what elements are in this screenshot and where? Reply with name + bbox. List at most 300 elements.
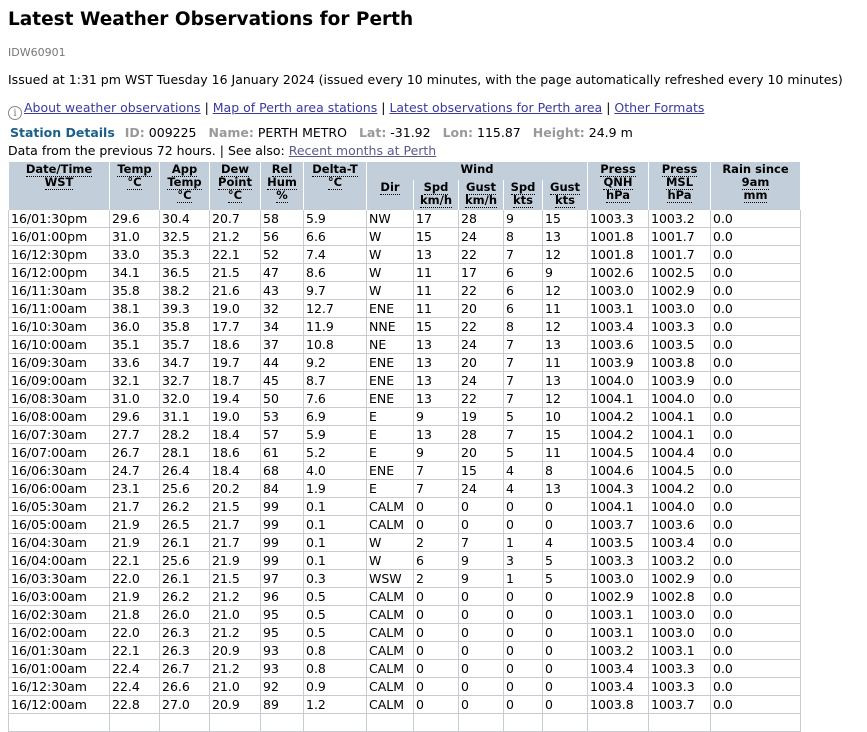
other-formats-link[interactable]: Other Formats [614, 100, 705, 115]
table-cell: 34.1 [110, 263, 160, 281]
observations-body [9, 209, 801, 731]
table-cell: 10 [543, 407, 588, 425]
table-cell: 0 [414, 641, 459, 659]
station-id: 009225 [148, 125, 197, 140]
table-cell: 13 [414, 425, 459, 443]
col-header-dir[interactable]: Dir [367, 180, 414, 209]
table-cell: 16/04:30am [9, 533, 110, 551]
table-cell: 0.0 [711, 227, 801, 245]
link-separator: | [381, 100, 386, 115]
table-cell: 21.2 [210, 587, 261, 605]
table-cell: 22 [459, 317, 504, 335]
table-cell: 0 [543, 605, 588, 623]
table-cell: 7 [504, 353, 543, 371]
table-cell: 0 [543, 659, 588, 677]
table-cell: 0.0 [711, 641, 801, 659]
table-cell: 0.0 [711, 515, 801, 533]
table-cell: 17 [414, 209, 459, 227]
station-lon-label: Lon: [442, 125, 474, 140]
table-cell: 7 [504, 425, 543, 443]
table-cell: 16/10:30am [9, 317, 110, 335]
table-cell: 19 [459, 407, 504, 425]
station-details-heading: Station Details [10, 125, 115, 140]
table-cell: 7 [504, 245, 543, 263]
table-cell: 57 [261, 425, 304, 443]
table-cell: 0.0 [711, 677, 801, 695]
table-cell: 1003.5 [588, 533, 649, 551]
table-cell: 35.8 [110, 281, 160, 299]
table-cell: 1003.8 [649, 353, 711, 371]
table-cell: 0.0 [711, 371, 801, 389]
table-cell: 1001.7 [649, 245, 711, 263]
table-cell: 0.0 [711, 551, 801, 569]
table-cell: 1002.9 [649, 569, 711, 587]
table-cell: 11 [414, 281, 459, 299]
table-cell: 20.9 [210, 641, 261, 659]
table-cell [504, 713, 543, 731]
table-cell: 3 [504, 551, 543, 569]
table-cell: 16/12:00pm [9, 263, 110, 281]
table-cell: 22 [459, 281, 504, 299]
table-cell: 36.0 [110, 317, 160, 335]
table-cell: 26.2 [160, 497, 210, 515]
table-row [9, 299, 801, 317]
table-cell: 99 [261, 551, 304, 569]
table-cell: 9 [459, 569, 504, 587]
table-cell: 25.6 [160, 479, 210, 497]
table-cell: 0.9 [304, 677, 367, 695]
table-cell: 16/11:30am [9, 281, 110, 299]
table-cell: 19.0 [210, 407, 261, 425]
table-cell: 9 [414, 407, 459, 425]
table-cell: 16/03:00am [9, 587, 110, 605]
table-row [9, 623, 801, 641]
table-cell: 11.9 [304, 317, 367, 335]
links-bar [8, 100, 704, 120]
table-cell: 1.2 [304, 695, 367, 713]
table-cell: 0.1 [304, 515, 367, 533]
table-cell: 7 [504, 335, 543, 353]
table-cell: 30.4 [160, 209, 210, 227]
table-cell: 16/12:30am [9, 677, 110, 695]
table-cell: 26.1 [160, 533, 210, 551]
table-cell [160, 713, 210, 731]
about-link[interactable]: About weather observations [24, 100, 201, 115]
table-row [9, 587, 801, 605]
table-cell: 0.0 [711, 659, 801, 677]
table-cell: 0.1 [304, 551, 367, 569]
table-cell: 21.2 [210, 659, 261, 677]
table-cell: 37 [261, 335, 304, 353]
table-cell: 8 [543, 461, 588, 479]
table-cell: 24 [459, 227, 504, 245]
table-cell: 0 [459, 515, 504, 533]
latest-area-link[interactable]: Latest observations for Perth area [389, 100, 603, 115]
table-cell: 16/01:00pm [9, 227, 110, 245]
table-cell [414, 713, 459, 731]
table-row [9, 479, 801, 497]
table-cell: 11 [543, 443, 588, 461]
table-cell: 28 [459, 425, 504, 443]
table-cell: 16/06:00am [9, 479, 110, 497]
table-cell: 6.9 [304, 407, 367, 425]
col-header-spd-kts[interactable]: Spd kts [504, 180, 543, 209]
table-cell: 45 [261, 371, 304, 389]
table-row [9, 533, 801, 551]
table-cell: 0 [459, 497, 504, 515]
table-cell: 1002.8 [649, 587, 711, 605]
table-cell: 50 [261, 389, 304, 407]
table-cell: 1004.5 [649, 461, 711, 479]
table-cell: 9 [459, 551, 504, 569]
table-cell: 0.0 [711, 245, 801, 263]
table-cell: 6 [504, 281, 543, 299]
table-cell: 1 [504, 569, 543, 587]
table-row [9, 353, 801, 371]
table-cell: 16/06:30am [9, 461, 110, 479]
table-cell: 15 [459, 461, 504, 479]
table-cell: 0 [504, 623, 543, 641]
table-cell: 18.6 [210, 335, 261, 353]
table-cell: 26.3 [160, 623, 210, 641]
table-cell: 13 [543, 227, 588, 245]
col-header-dewpoint[interactable]: Dew Point °C [210, 162, 261, 209]
table-cell: 61 [261, 443, 304, 461]
table-cell: 95 [261, 623, 304, 641]
table-cell: 21.9 [210, 551, 261, 569]
table-cell: 21.7 [210, 515, 261, 533]
table-cell: 0 [414, 659, 459, 677]
table-cell: 7 [459, 533, 504, 551]
link-separator: | [204, 100, 209, 115]
table-cell: 7 [504, 371, 543, 389]
table-cell: 15 [543, 209, 588, 227]
table-cell: 9.2 [304, 353, 367, 371]
table-row [9, 281, 801, 299]
table-cell: 0.0 [711, 695, 801, 713]
table-cell: 16/12:00am [9, 695, 110, 713]
page-title: Latest Weather Observations for Perth [8, 9, 414, 30]
table-cell: 0 [504, 659, 543, 677]
table-cell: 1004.0 [649, 497, 711, 515]
table-cell [210, 713, 261, 731]
table-cell: 0 [459, 659, 504, 677]
col-header-qnh[interactable]: Press QNH hPa [588, 162, 649, 209]
table-cell: 1004.4 [649, 443, 711, 461]
table-cell: 28 [459, 209, 504, 227]
issued-text: Issued at 1:31 pm WST Tuesday 16 January 2024 (issued every 10 minutes, with the page automatically refreshed every 10 minutes) [8, 72, 843, 87]
table-cell: 29.6 [110, 209, 160, 227]
data-note [8, 143, 436, 158]
table-cell: 93 [261, 659, 304, 677]
table-cell [304, 713, 367, 731]
table-cell: 1003.0 [649, 299, 711, 317]
table-cell: 84 [261, 479, 304, 497]
table-cell: 0 [543, 623, 588, 641]
table-cell: 6 [504, 263, 543, 281]
table-cell: 0.0 [711, 407, 801, 425]
table-cell: 39.3 [160, 299, 210, 317]
table-row [9, 569, 801, 587]
table-cell: 18.6 [210, 443, 261, 461]
table-cell: 21.2 [210, 227, 261, 245]
table-cell: 43 [261, 281, 304, 299]
table-cell: 5.9 [304, 425, 367, 443]
table-cell: 1003.8 [588, 695, 649, 713]
table-cell: 0 [543, 587, 588, 605]
table-cell: 13 [543, 371, 588, 389]
table-cell: 7 [414, 461, 459, 479]
table-cell [9, 713, 110, 731]
table-cell: 22.8 [110, 695, 160, 713]
table-cell: 0.8 [304, 659, 367, 677]
table-cell: 19.7 [210, 353, 261, 371]
table-cell: 1003.3 [649, 677, 711, 695]
table-cell: 9 [543, 263, 588, 281]
table-cell: 16/04:00am [9, 551, 110, 569]
table-cell: 21.5 [210, 497, 261, 515]
map-link[interactable]: Map of Perth area stations [212, 100, 378, 115]
table-cell: 0.0 [711, 587, 801, 605]
table-cell: 0.0 [711, 605, 801, 623]
table-cell: W [367, 263, 414, 281]
table-cell: NW [367, 209, 414, 227]
table-cell: 0.5 [304, 623, 367, 641]
table-cell: 0.0 [711, 209, 801, 227]
table-cell: 58 [261, 209, 304, 227]
table-cell: ENE [367, 353, 414, 371]
table-cell: 7 [504, 389, 543, 407]
table-row [9, 695, 801, 713]
table-cell: 34.7 [160, 353, 210, 371]
table-cell: 0 [414, 677, 459, 695]
col-header-temp[interactable]: Temp °C [110, 162, 160, 209]
table-cell: 16/10:00am [9, 335, 110, 353]
table-cell: 15 [543, 425, 588, 443]
table-cell: ENE [367, 371, 414, 389]
table-cell: 1003.7 [588, 515, 649, 533]
table-cell: 32.5 [160, 227, 210, 245]
table-cell: 1002.9 [649, 281, 711, 299]
table-cell: 26.5 [160, 515, 210, 533]
table-cell: 12 [543, 317, 588, 335]
table-cell: 19.0 [210, 299, 261, 317]
table-cell: 8 [504, 317, 543, 335]
table-cell: 7.6 [304, 389, 367, 407]
table-cell: 22 [459, 245, 504, 263]
table-cell [649, 713, 711, 731]
table-cell: 16/12:30pm [9, 245, 110, 263]
station-name-label: Name: [208, 125, 254, 140]
table-cell: 16/02:30am [9, 605, 110, 623]
table-cell: 1003.6 [649, 515, 711, 533]
table-cell: 16/01:30am [9, 641, 110, 659]
table-cell: 93 [261, 641, 304, 659]
table-cell: 0.5 [304, 587, 367, 605]
table-cell: 5.2 [304, 443, 367, 461]
table-cell: 0 [414, 623, 459, 641]
table-cell: 31.0 [110, 227, 160, 245]
table-cell: W [367, 551, 414, 569]
table-cell: 22.4 [110, 677, 160, 695]
table-cell: 18.4 [210, 461, 261, 479]
table-cell: E [367, 479, 414, 497]
table-row [9, 641, 801, 659]
table-cell: 1.9 [304, 479, 367, 497]
table-row [9, 425, 801, 443]
table-cell: W [367, 533, 414, 551]
table-cell: 18.7 [210, 371, 261, 389]
table-cell: 0.0 [711, 335, 801, 353]
table-cell: 99 [261, 497, 304, 515]
table-cell: 22.0 [110, 569, 160, 587]
col-header-apptemp[interactable]: App Temp °C [160, 162, 210, 209]
table-cell: 20 [459, 353, 504, 371]
table-cell: 1003.1 [649, 641, 711, 659]
table-cell: 22.1 [110, 641, 160, 659]
table-cell: 1003.2 [588, 641, 649, 659]
table-cell: 7 [414, 479, 459, 497]
table-row [9, 515, 801, 533]
table-cell: 8.6 [304, 263, 367, 281]
table-cell: 0.0 [711, 569, 801, 587]
table-cell: 7.4 [304, 245, 367, 263]
table-cell: 26.6 [160, 677, 210, 695]
table-cell: 1001.8 [588, 245, 649, 263]
table-cell [110, 713, 160, 731]
table-cell: 13 [414, 389, 459, 407]
table-cell: 29.6 [110, 407, 160, 425]
table-cell: 13 [414, 335, 459, 353]
table-cell: W [367, 281, 414, 299]
table-cell: 20.7 [210, 209, 261, 227]
table-cell: 1003.1 [588, 605, 649, 623]
table-cell: 1003.1 [588, 299, 649, 317]
table-cell: 20 [459, 443, 504, 461]
table-cell: 52 [261, 245, 304, 263]
table-cell: 20.2 [210, 479, 261, 497]
table-cell: 0 [504, 695, 543, 713]
table-row [9, 659, 801, 677]
table-cell: 16/08:30am [9, 389, 110, 407]
table-cell: 17 [459, 263, 504, 281]
table-row [9, 371, 801, 389]
table-cell: 4 [504, 479, 543, 497]
table-cell: 33.0 [110, 245, 160, 263]
table-cell: 28.1 [160, 443, 210, 461]
table-cell: W [367, 245, 414, 263]
table-cell: 95 [261, 605, 304, 623]
table-cell: 21.9 [110, 533, 160, 551]
col-header-msl[interactable]: Press MSL hPa [649, 162, 711, 209]
table-cell: 47 [261, 263, 304, 281]
table-cell: 21.7 [110, 497, 160, 515]
table-cell: W [367, 227, 414, 245]
table-cell: 8.7 [304, 371, 367, 389]
table-cell: 0.0 [711, 263, 801, 281]
table-cell: 0 [414, 587, 459, 605]
table-cell: E [367, 425, 414, 443]
col-header-rain[interactable]: Rain since 9am mm [711, 162, 801, 209]
table-cell: 53 [261, 407, 304, 425]
table-cell: 11 [414, 299, 459, 317]
table-cell: 0 [459, 641, 504, 659]
observations-table [8, 162, 801, 732]
table-cell: 22.0 [110, 623, 160, 641]
table-cell: 12.7 [304, 299, 367, 317]
table-cell [711, 713, 801, 731]
col-header-datetime[interactable]: Date/Time WST [9, 162, 110, 209]
table-cell: 32.1 [110, 371, 160, 389]
table-cell: 1003.0 [649, 623, 711, 641]
table-cell: 35.7 [160, 335, 210, 353]
table-cell: 6.6 [304, 227, 367, 245]
station-lat-label: Lat: [358, 125, 387, 140]
table-cell: 0.3 [304, 569, 367, 587]
table-cell: 16/09:30am [9, 353, 110, 371]
col-header-gust-kmh[interactable]: Gust km/h [459, 180, 504, 209]
table-cell: 5 [504, 407, 543, 425]
table-cell: 0.8 [304, 641, 367, 659]
table-cell [459, 713, 504, 731]
table-cell: CALM [367, 497, 414, 515]
table-cell: E [367, 407, 414, 425]
table-cell: 1004.0 [588, 371, 649, 389]
table-cell: 22.4 [110, 659, 160, 677]
col-header-spd-kmh[interactable]: Spd km/h [414, 180, 459, 209]
table-cell: CALM [367, 515, 414, 533]
table-cell: 26.2 [160, 587, 210, 605]
table-cell: 1003.0 [588, 281, 649, 299]
table-cell: 44 [261, 353, 304, 371]
table-cell: 2 [414, 533, 459, 551]
table-cell: CALM [367, 677, 414, 695]
recent-months-link[interactable]: Recent months at Perth [288, 143, 437, 158]
col-header-gust-kts[interactable]: Gust kts [543, 180, 588, 209]
table-cell: 16/02:00am [9, 623, 110, 641]
table-cell: 1002.6 [588, 263, 649, 281]
col-header-deltat[interactable]: Delta-T °C [304, 162, 367, 209]
table-cell: 1004.3 [588, 479, 649, 497]
table-cell [367, 713, 414, 731]
col-header-relhum[interactable]: Rel Hum % [261, 162, 304, 209]
table-cell: 1004.2 [588, 407, 649, 425]
table-cell: 92 [261, 677, 304, 695]
table-row [9, 461, 801, 479]
table-cell: 1004.1 [588, 497, 649, 515]
table-cell: 5 [504, 443, 543, 461]
table-cell: 89 [261, 695, 304, 713]
table-cell: 0 [414, 515, 459, 533]
table-cell: 0.0 [711, 461, 801, 479]
table-cell: 4.0 [304, 461, 367, 479]
table-cell: 27.7 [110, 425, 160, 443]
table-cell: 1003.3 [649, 659, 711, 677]
table-cell: 1004.1 [649, 425, 711, 443]
table-cell: 16/03:30am [9, 569, 110, 587]
table-row [9, 209, 801, 227]
table-cell: 1002.5 [649, 263, 711, 281]
table-cell: 9 [414, 443, 459, 461]
table-cell: 16/07:30am [9, 425, 110, 443]
table-cell: 1003.7 [649, 695, 711, 713]
station-lon: 115.87 [477, 125, 521, 140]
table-cell: 22.1 [110, 551, 160, 569]
table-cell: 24.7 [110, 461, 160, 479]
table-cell: 1004.2 [588, 425, 649, 443]
table-cell: 1004.1 [588, 389, 649, 407]
table-cell: 56 [261, 227, 304, 245]
